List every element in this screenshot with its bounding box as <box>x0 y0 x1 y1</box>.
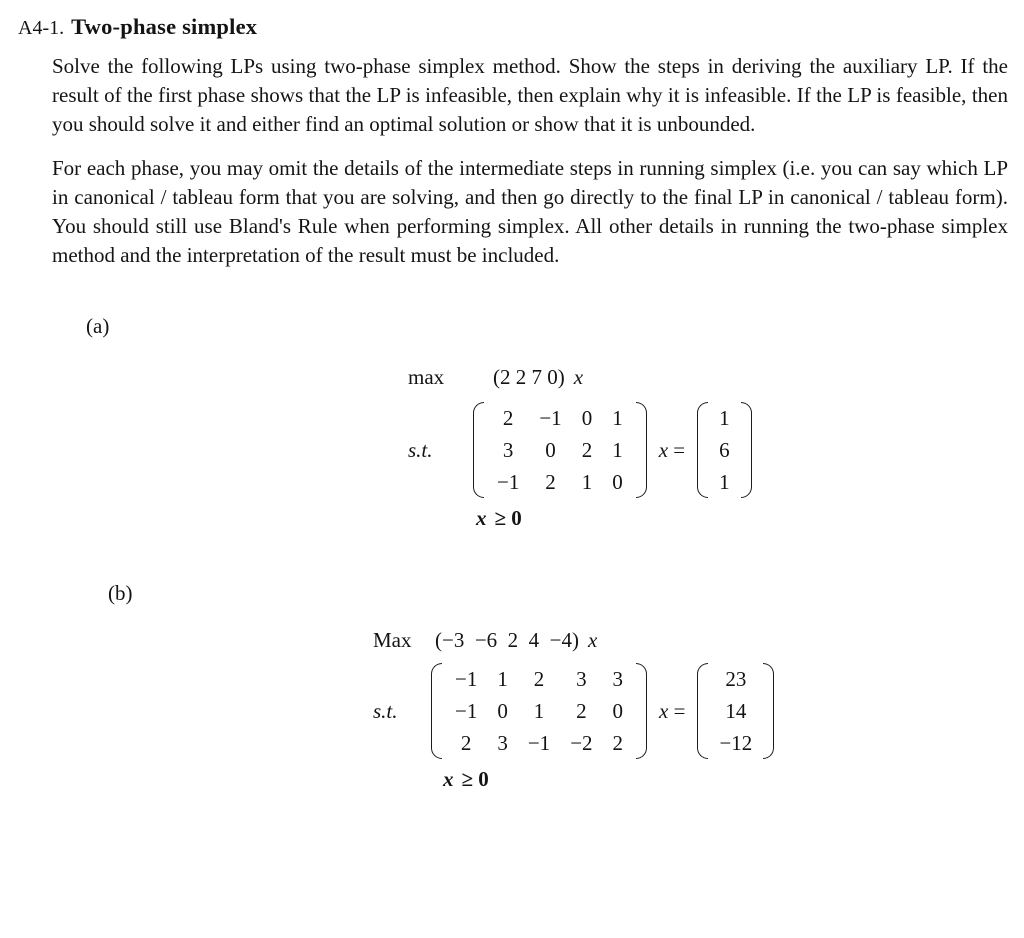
objective-row-a <box>408 365 1008 390</box>
matrix-cell: 1 <box>719 406 730 430</box>
matrix-cell: 3 <box>502 438 514 462</box>
nonnegativity-b <box>443 767 1008 792</box>
subject-to-label-b: s.t. <box>373 698 398 723</box>
right-paren <box>636 663 647 759</box>
nonneg-variable-a: x <box>476 506 487 530</box>
matrix-cell: −1 <box>455 667 478 691</box>
matrix-cell: 0 <box>612 699 624 723</box>
matrix-cell: −1 <box>455 699 478 723</box>
matrix-cell: −2 <box>570 731 593 755</box>
constraint-row-b <box>373 663 1008 759</box>
constraint-variable-b: x <box>659 698 669 723</box>
matrix-cell: 2 <box>460 731 472 755</box>
matrix-cell: 1 <box>533 699 545 723</box>
rhs-vector-a <box>697 402 752 498</box>
matrix-cell: 2 <box>612 731 624 755</box>
matrix-cell: 3 <box>576 667 587 691</box>
objective-variable-b: x <box>588 628 598 652</box>
matrix-cell: 3 <box>497 731 508 755</box>
matrix-cell: 1 <box>497 667 508 691</box>
problem-header <box>18 14 1008 40</box>
problem-statement <box>52 52 1008 270</box>
paragraph-instructions-1: Solve the following LPs using two-phase simplex method. Show the steps in deriving the auxiliary LP. If the result of the first phase shows that the LP is infeasible, then explain why it is infeasible. If the LP is feasible, then you should solve it and either find an optimal solution or show that it is unbounded. <box>52 54 1008 136</box>
matrix-cell: −12 <box>719 731 753 755</box>
matrix-b <box>445 663 633 759</box>
rhs-a <box>711 402 738 498</box>
rhs-b <box>711 663 760 759</box>
matrix-cell: 0 <box>581 406 593 430</box>
matrix-cell: 0 <box>497 699 508 723</box>
matrix-cell: 0 <box>545 438 556 462</box>
lp-a <box>18 365 1008 531</box>
constraint-row-a <box>408 402 1008 498</box>
objective-vector-b: (−3 −6 2 4 −4) <box>435 628 580 652</box>
nonneg-relation-a: ≥ 0 <box>494 506 522 530</box>
paragraph-instructions-2: For each phase, you may omit the details of the intermediate steps in running simplex (i.e. you can say which LP in canonical / tableau form that you are solving, and then go directly to the final LP in canonical / tableau form). You should still use Bland's Rule when performing simplex. All other details in running the two-phase simplex method and the interpretation of the result must be included. <box>52 156 1008 267</box>
right-paren <box>636 402 647 498</box>
right-paren <box>741 402 752 498</box>
left-paren <box>697 402 708 498</box>
matrix-cell: 23 <box>725 667 747 691</box>
constraint-variable-a: x <box>658 437 669 462</box>
matrix-cell: 3 <box>612 667 624 691</box>
lp-b <box>18 628 1008 792</box>
matrix-cell: −1 <box>539 406 562 430</box>
rhs-vector-b <box>697 663 774 759</box>
matrix-cell: 2 <box>545 470 556 494</box>
matrix-cell: 1 <box>581 470 593 494</box>
matrix-cell: 0 <box>612 470 623 494</box>
matrix-cell: −1 <box>527 731 551 755</box>
objective-variable-a: x <box>573 365 584 389</box>
nonnegativity-a <box>476 506 1008 531</box>
left-paren <box>473 402 484 498</box>
matrix-cell: 1 <box>612 438 623 462</box>
equals-expression-a <box>659 438 685 463</box>
objective-row-b <box>373 628 1008 653</box>
matrix-cell: 1 <box>612 406 623 430</box>
matrix-cell: 2 <box>502 406 514 430</box>
constraint-matrix-a <box>473 402 647 498</box>
matrix-cell: 2 <box>533 667 545 691</box>
matrix-cell: 14 <box>725 699 747 723</box>
max-keyword-b: Max <box>373 628 412 652</box>
max-keyword-a: max <box>408 365 445 389</box>
part-label-b: (b) <box>108 581 133 605</box>
matrix-cell: 6 <box>719 438 730 462</box>
equals-glyph-a: = <box>673 437 686 462</box>
matrix-cell: 2 <box>576 699 587 723</box>
problem-a-section <box>18 314 1008 531</box>
matrix-a <box>487 402 633 498</box>
matrix-cell: 1 <box>719 470 730 494</box>
matrix-cell: −1 <box>497 470 520 494</box>
equals-expression-b <box>659 699 685 724</box>
matrix-cell: 2 <box>581 438 593 462</box>
nonneg-relation-b: ≥ 0 <box>461 767 489 791</box>
left-paren <box>697 663 708 759</box>
left-paren <box>431 663 442 759</box>
right-paren <box>763 663 774 759</box>
part-label-a: (a) <box>86 314 110 338</box>
equals-glyph-b: = <box>673 698 686 723</box>
problem-number: A4-1. <box>18 17 65 39</box>
constraint-matrix-b <box>431 663 647 759</box>
subject-to-label-a: s.t. <box>408 437 433 462</box>
objective-vector-a: (2 2 7 0) <box>493 365 565 389</box>
page-title: Two-phase simplex <box>71 14 258 39</box>
problem-b-section <box>18 581 1008 792</box>
nonneg-variable-b: x <box>443 767 454 791</box>
